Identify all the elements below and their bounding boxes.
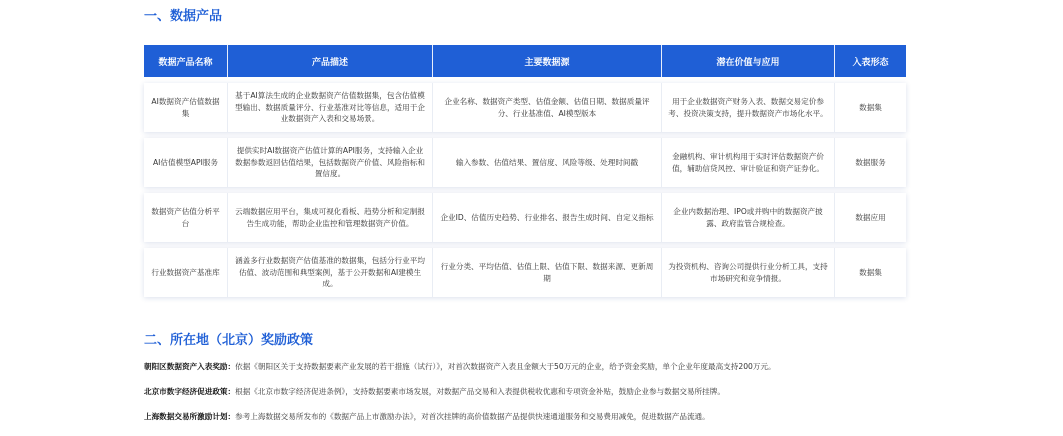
policy-item [144, 386, 906, 397]
cell-product-name: AI估值模型API服务 [144, 138, 228, 187]
header-product-name: 数据产品名称 [144, 45, 228, 77]
cell-value: 企业内数据治理、IPO或并购中的数据资产披露、政府监管合规检查。 [662, 193, 835, 242]
policy-item [144, 411, 906, 422]
cell-value: 用于企业数据资产财务入表、数据交易定价参考、投资决策支持，提升数据资产市场化水平。 [662, 83, 835, 132]
table-row [144, 248, 906, 297]
policy-list [144, 361, 906, 436]
cell-description: 提供实时AI数据资产估值计算的API服务，支持输入企业数据参数返回估值结果，包括数据资产价值、风险指标和置信度。 [228, 138, 433, 187]
table-row [144, 193, 906, 242]
section-title-products: 一、数据产品 [144, 9, 223, 24]
cell-description: 涵盖多行业数据资产估值基准的数据集，包括分行业平均估值、波动范围和典型案例，基于公开数据和AI建模生成。 [228, 248, 433, 297]
policy-text: 根据《北京市数字经济促进条例》，支持数据要素市场发展，对数据产品交易和入表提供税收优惠和专项资金补贴，鼓励企业参与数据交易所挂牌。 [235, 387, 725, 396]
policy-text: 依据《朝阳区关于支持数据要素产业发展的若干措施（试行）》，对首次数据资产入表且金额大于50万元的企业，给予资金奖励，单个企业年度最高支持200万元。 [235, 362, 776, 371]
cell-form: 数据服务 [855, 157, 886, 167]
cell-product-name: 数据资产估值分析平台 [144, 193, 228, 242]
table-row [144, 83, 906, 132]
data-products-table [144, 45, 906, 297]
header-product-description: 产品描述 [228, 45, 433, 77]
cell-sources: 行业分类、平均估值、估值上限、估值下限、数据来源、更新周期 [433, 248, 662, 297]
header-entry-form: 入表形态 [852, 57, 889, 68]
cell-product-name: 行业数据资产基准库 [144, 248, 228, 297]
cell-description: 基于AI算法生成的企业数据资产估值数据集，包含估值模型输出、数据质量评分、行业基准对比等信息，适用于企业数据资产入表和交易场景。 [228, 83, 433, 132]
table-row [144, 138, 906, 187]
policy-name: 上海数据交易所激励计划： [144, 412, 236, 421]
cell-product-name: AI数据资产估值数据集 [144, 83, 228, 132]
table-header [144, 45, 906, 77]
cell-form: 数据集 [859, 102, 882, 112]
policy-name: 朝阳区数据资产入表奖励： [144, 362, 236, 371]
cell-form: 数据应用 [855, 212, 886, 222]
cell-sources: 输入参数、估值结果、置信度、风险等级、处理时间戳 [433, 138, 662, 187]
cell-value: 金融机构、审计机构用于实时评估数据资产价值，辅助信贷风控、审计验证和资产证券化。 [662, 138, 835, 187]
cell-sources: 企业名称、数据资产类型、估值金额、估值日期、数据质量评分、行业基准值、AI模型版本 [433, 83, 662, 132]
policy-text: 参考上海数据交易所发布的《数据产品上市激励办法》，对首次挂牌的高价值数据产品提供快速通道服务和交易费用减免，促进数据产品流通。 [235, 412, 710, 421]
cell-sources: 企业ID、估值历史趋势、行业排名、报告生成时间、自定义指标 [433, 193, 662, 242]
header-main-data-sources: 主要数据源 [433, 45, 662, 77]
cell-description: 云端数据应用平台，集成可视化看板、趋势分析和定制报告生成功能，帮助企业监控和管理数据资产价值。 [228, 193, 433, 242]
header-potential-value: 潜在价值与应用 [662, 45, 835, 77]
policy-name: 北京市数字经济促进政策： [144, 387, 236, 396]
cell-form: 数据集 [859, 267, 882, 277]
section-title-policies: 二、所在地（北京）奖励政策 [144, 333, 314, 348]
cell-value: 为投资机构、咨询公司提供行业分析工具，支持市场研究和竞争情报。 [662, 248, 835, 297]
policy-item [144, 361, 906, 372]
